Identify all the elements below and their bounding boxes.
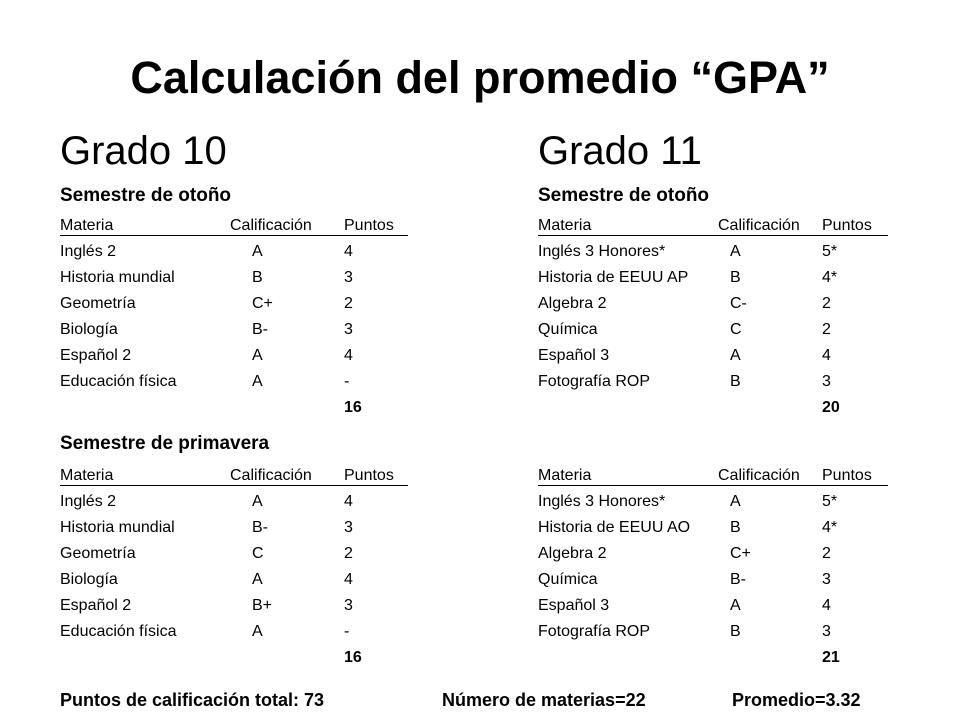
cell-puntos: - <box>344 623 350 640</box>
cell-materia: Historia de EEUU AO <box>538 519 691 536</box>
cell-calificacion: B <box>730 623 741 640</box>
cell-materia: Geometría <box>60 295 136 312</box>
cell-calificacion: A <box>252 243 263 260</box>
cell-puntos: 5* <box>822 243 838 260</box>
header-materia: Materia <box>60 217 114 234</box>
cell-puntos: - <box>344 373 350 390</box>
cell-calificacion: B <box>252 269 263 286</box>
cell-calificacion: A <box>252 571 263 588</box>
table-row <box>538 294 888 314</box>
semester-title: Semestre de otoño <box>60 185 232 206</box>
cell-calificacion: B- <box>252 519 268 536</box>
table-row <box>60 492 408 512</box>
cell-materia: Educación física <box>60 623 177 640</box>
cell-calificacion: A <box>730 243 741 260</box>
semester-total: 20 <box>822 399 840 416</box>
cell-calificacion: A <box>252 493 263 510</box>
cell-calificacion: C <box>730 321 742 338</box>
cell-puntos: 4 <box>822 597 831 614</box>
cell-materia: Historia de EEUU AP <box>538 269 689 286</box>
table-row <box>60 268 408 288</box>
header-underline <box>538 485 888 486</box>
header-puntos: Puntos <box>344 217 394 234</box>
cell-puntos: 2 <box>822 545 831 562</box>
table-row <box>60 294 408 314</box>
cell-calificacion: B <box>730 269 741 286</box>
table-header <box>538 466 888 486</box>
cell-materia: Inglés 2 <box>60 493 117 510</box>
cell-puntos: 3 <box>344 597 353 614</box>
semester-total: 16 <box>344 649 362 666</box>
semester-total: 16 <box>344 399 362 416</box>
table-row <box>538 596 888 616</box>
cell-materia: Algebra 2 <box>538 295 607 312</box>
cell-calificacion: C+ <box>730 545 751 562</box>
table-row <box>60 242 408 262</box>
header-materia: Materia <box>538 217 592 234</box>
cell-materia: Fotografía ROP <box>538 623 651 640</box>
table-row <box>538 492 888 512</box>
header-calificacion: Calificación <box>718 217 800 234</box>
cell-materia: Química <box>538 571 598 588</box>
cell-puntos: 2 <box>344 545 353 562</box>
cell-puntos: 4 <box>344 347 353 364</box>
cell-calificacion: A <box>730 347 741 364</box>
cell-materia: Inglés 3 Honores* <box>538 493 666 510</box>
table-row <box>60 518 408 538</box>
grade-heading: Grado 10 <box>60 129 227 173</box>
table-header <box>60 216 408 236</box>
header-calificacion: Calificación <box>718 467 800 484</box>
number-of-subjects: Número de materias=22 <box>442 690 646 710</box>
cell-calificacion: A <box>252 347 263 364</box>
cell-puntos: 3 <box>344 321 353 338</box>
cell-calificacion: A <box>730 597 741 614</box>
header-materia: Materia <box>538 467 592 484</box>
header-calificacion: Calificación <box>230 217 312 234</box>
table-row <box>538 372 888 392</box>
table-row <box>538 320 888 340</box>
cell-materia: Fotografía ROP <box>538 373 651 390</box>
header-underline <box>538 235 888 236</box>
cell-calificacion: B <box>730 373 741 390</box>
cell-calificacion: C <box>252 545 264 562</box>
cell-puntos: 4 <box>344 243 353 260</box>
table-row <box>538 518 888 538</box>
cell-calificacion: A <box>730 493 741 510</box>
table-header <box>60 466 408 486</box>
header-puntos: Puntos <box>344 467 394 484</box>
cell-materia: Inglés 2 <box>60 243 117 260</box>
table-row <box>538 570 888 590</box>
cell-calificacion: C- <box>730 295 747 312</box>
cell-calificacion: A <box>252 623 263 640</box>
header-underline <box>60 235 408 236</box>
cell-puntos: 3 <box>344 269 353 286</box>
table-header <box>538 216 888 236</box>
cell-materia: Español 2 <box>60 347 132 364</box>
table-row <box>538 242 888 262</box>
table-row <box>60 544 408 564</box>
cell-calificacion: C+ <box>252 295 273 312</box>
cell-calificacion: B- <box>252 321 268 338</box>
header-materia: Materia <box>60 467 114 484</box>
cell-puntos: 2 <box>822 321 831 338</box>
cell-materia: Algebra 2 <box>538 545 607 562</box>
cell-puntos: 3 <box>822 623 831 640</box>
semester-title: Semestre de otoño <box>538 185 710 206</box>
table-row <box>60 570 408 590</box>
cell-materia: Inglés 3 Honores* <box>538 243 666 260</box>
table-row <box>60 346 408 366</box>
cell-puntos: 2 <box>822 295 831 312</box>
cell-puntos: 3 <box>822 571 831 588</box>
cell-puntos: 3 <box>344 519 353 536</box>
cell-materia: Español 2 <box>60 597 132 614</box>
cell-puntos: 4 <box>344 571 353 588</box>
cell-materia: Español 3 <box>538 347 610 364</box>
cell-puntos: 4 <box>822 347 831 364</box>
average: Promedio=3.32 <box>732 690 861 710</box>
table-row <box>60 622 408 642</box>
table-row <box>60 372 408 392</box>
header-underline <box>60 485 408 486</box>
cell-materia: Español 3 <box>538 597 610 614</box>
cell-materia: Educación física <box>60 373 177 390</box>
cell-calificacion: B+ <box>252 597 273 614</box>
table-row <box>538 268 888 288</box>
cell-materia: Biología <box>60 571 118 588</box>
cell-puntos: 3 <box>822 373 831 390</box>
cell-calificacion: B- <box>730 571 746 588</box>
table-row <box>60 320 408 340</box>
cell-calificacion: A <box>252 373 263 390</box>
cell-calificacion: B <box>730 519 741 536</box>
header-puntos: Puntos <box>822 467 872 484</box>
semester-title: Semestre de primavera <box>60 433 270 454</box>
cell-materia: Geometría <box>60 545 136 562</box>
cell-materia: Historia mundial <box>60 519 175 536</box>
cell-materia: Química <box>538 321 598 338</box>
cell-puntos: 4* <box>822 269 838 286</box>
cell-materia: Biología <box>60 321 118 338</box>
semester-total: 21 <box>822 649 840 666</box>
cell-materia: Historia mundial <box>60 269 175 286</box>
cell-puntos: 2 <box>344 295 353 312</box>
header-puntos: Puntos <box>822 217 872 234</box>
total-points: Puntos de calificación total: 73 <box>60 690 325 710</box>
grade-heading: Grado 11 <box>538 129 702 173</box>
table-row <box>538 544 888 564</box>
cell-puntos: 5* <box>822 493 838 510</box>
table-row <box>538 346 888 366</box>
header-calificacion: Calificación <box>230 467 312 484</box>
cell-puntos: 4 <box>344 493 353 510</box>
table-row <box>538 622 888 642</box>
table-row <box>60 596 408 616</box>
page-title: Calculación del promedio “GPA” <box>130 52 830 103</box>
cell-puntos: 4* <box>822 519 838 536</box>
